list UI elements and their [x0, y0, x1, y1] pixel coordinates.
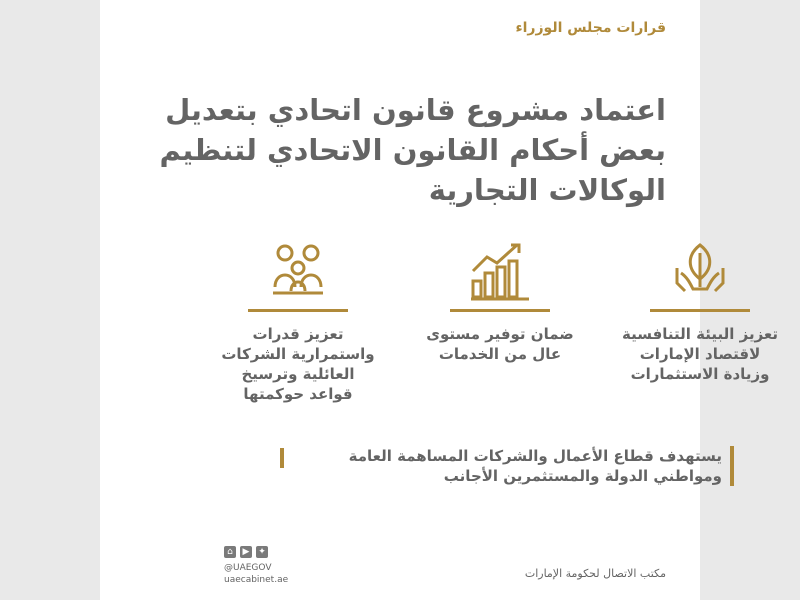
main-title: اعتماد مشروع قانون اتحادي بتعديل بعض أحكام القانون الاتحادي لتنظيم الوكالات التجارية	[159, 93, 666, 207]
target-left-tick	[280, 448, 284, 468]
infographic-card	[100, 0, 779, 600]
website-link[interactable]: uaecabinet.ae	[224, 575, 289, 585]
feature-competitiveness	[620, 235, 780, 384]
left-margin	[0, 0, 100, 600]
feature-family-business	[218, 235, 378, 404]
feature-label: تعزيز البيئة التنافسية لاقتصاد الإمارات وزيادة الاستثمارات	[621, 325, 779, 383]
header-title: قرارات مجلس الوزراء	[515, 20, 666, 36]
plant-hands-icon	[665, 235, 735, 305]
family-icon	[263, 235, 333, 305]
feature-underline	[650, 309, 750, 312]
social-icons	[224, 546, 268, 558]
youtube-icon[interactable]: ▶	[240, 546, 252, 558]
footer-office: مكتب الاتصال لحكومة الإمارات	[524, 567, 666, 580]
growth-chart-icon	[465, 235, 535, 305]
feature-underline	[450, 309, 550, 312]
feature-label: ضمان توفير مستوى عال من الخدمات	[426, 325, 574, 363]
social-handle[interactable]: @UAEGOV	[224, 563, 272, 573]
target-statement: يستهدف قطاع الأعمال والشركات المساهمة العامة ومواطني الدولة والمستثمرين الأجانب	[282, 446, 734, 486]
feature-label: تعزيز قدرات واستمرارية الشركات العائلية وترسيخ قواعد حوكمتها	[221, 325, 375, 403]
twitter-icon[interactable]: ✦	[256, 546, 268, 558]
instagram-icon[interactable]: ⌂	[224, 546, 236, 558]
feature-underline	[248, 309, 348, 312]
feature-service-quality	[420, 235, 580, 364]
